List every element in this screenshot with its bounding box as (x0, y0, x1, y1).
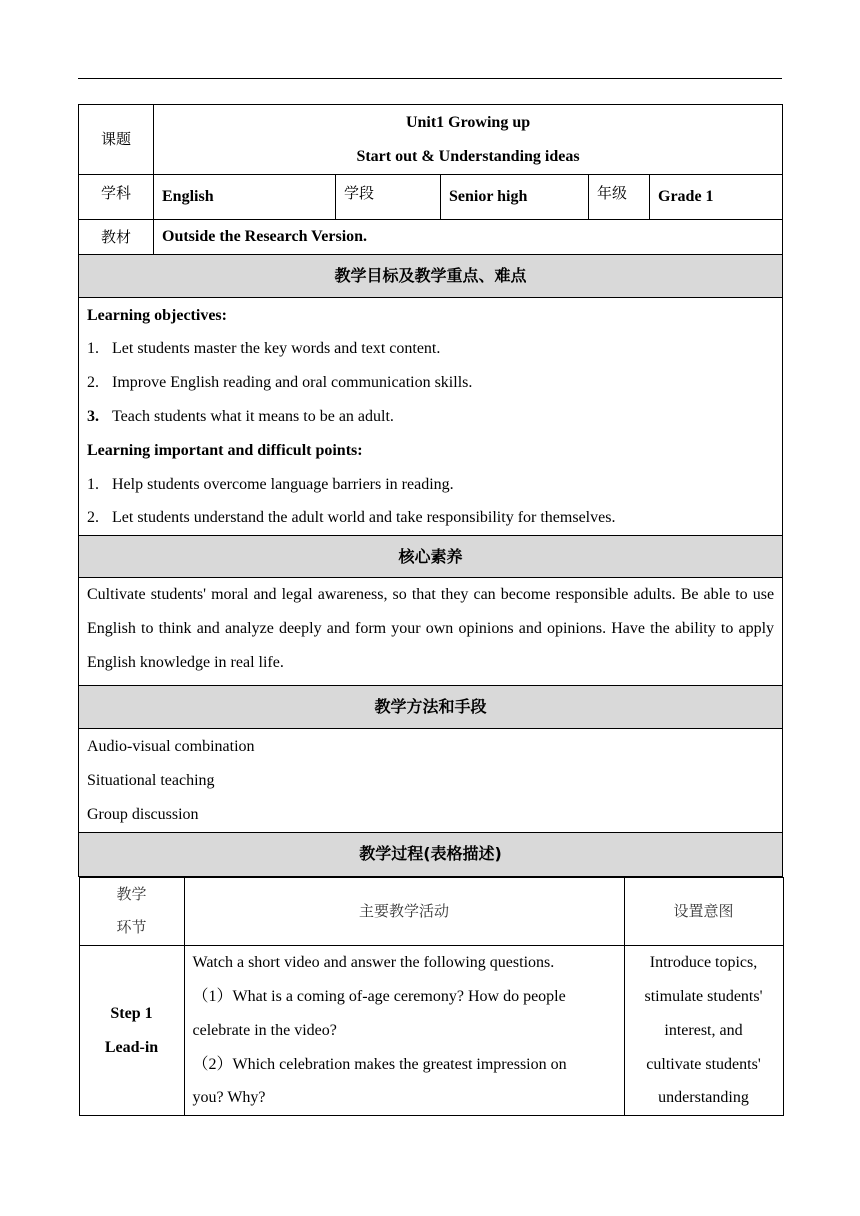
col-intent-header: 设置意图 (624, 877, 783, 946)
col-activity-header: 主要教学活动 (184, 877, 624, 946)
activity-line: celebrate in the video? (192, 1021, 337, 1039)
subject-label: 学科 (79, 174, 154, 219)
activity-line: Watch a short video and answer the following questions. (192, 954, 555, 972)
process-header-row (79, 877, 783, 946)
col-stage-header (79, 877, 184, 946)
process-cell (79, 876, 783, 1116)
methods-row (79, 729, 783, 832)
grade-value: Grade 1 (650, 174, 783, 219)
step1-label-line-2: Lead-in (104, 1038, 159, 1056)
topic-line-1: Unit1 Growing up (405, 114, 531, 131)
objectives-heading-row (79, 254, 783, 297)
key-points-list (87, 468, 774, 536)
item-text: Let students understand the adult world and take responsibility for themselves. (112, 509, 616, 527)
core-heading-row (79, 536, 783, 578)
item-number: 1. (87, 340, 99, 358)
intent-line: stimulate students' (644, 987, 763, 1005)
list-item (87, 400, 774, 434)
header-rule (78, 78, 782, 79)
process-row (79, 876, 783, 1116)
item-text: Teach students what it means to be an adult. (112, 407, 394, 425)
objectives-heading: 教学目标及教学重点、难点 (79, 254, 783, 297)
key-points-title: Learning important and difficult points: (87, 441, 363, 459)
learning-objectives-list (87, 332, 774, 433)
step1-label (79, 946, 184, 1116)
stage-value: Senior high (441, 174, 589, 219)
process-heading: 教学过程(表格描述) (79, 832, 783, 876)
method-item: Audio-visual combination (87, 738, 255, 756)
item-number: 2. (87, 374, 99, 392)
topic-row (79, 105, 783, 175)
step1-activity (184, 946, 624, 1116)
intent-line: understanding (658, 1089, 749, 1107)
list-item (87, 366, 774, 400)
objectives-row (79, 297, 783, 536)
activity-line: （1）What is a coming of-age ceremony? How do people (192, 987, 566, 1005)
list-item (87, 468, 774, 502)
textbook-label: 教材 (79, 219, 154, 254)
core-heading: 核心素养 (79, 536, 783, 578)
stage-label: 学段 (336, 174, 441, 219)
item-text: Help students overcome language barriers in reading. (112, 475, 454, 493)
subject-row (79, 174, 783, 219)
intent-line: interest, and (664, 1021, 743, 1039)
col-stage-line-1: 教学 (116, 884, 147, 903)
method-item: Situational teaching (87, 771, 215, 789)
objectives-cell (79, 297, 783, 536)
core-text: Cultivate students' moral and legal awareness, so that they can become responsible adults. Be able to use English to think and analyze deeply and form your own opinions and opinions. Have the ability to apply English knowledge in real life. (79, 578, 783, 686)
topic-value (154, 105, 783, 175)
lesson-plan-table (78, 104, 782, 1116)
grade-label: 年级 (589, 174, 650, 219)
intent-line: Introduce topics, (649, 954, 758, 972)
topic-line-2: Start out & Understanding ideas (356, 147, 580, 165)
list-item (87, 501, 774, 535)
method-item: Group discussion (87, 805, 199, 823)
item-number: 2. (87, 509, 99, 527)
intent-line: cultivate students' (646, 1055, 761, 1073)
item-number: 1. (87, 475, 99, 493)
learning-objectives-title: Learning objectives: (87, 306, 227, 324)
methods-heading: 教学方法和手段 (79, 686, 783, 729)
textbook-value: Outside the Research Version. (154, 219, 783, 254)
item-text: Improve English reading and oral communication skills. (112, 374, 473, 392)
item-text: Let students master the key words and text content. (112, 340, 441, 358)
item-number: 3. (87, 407, 99, 425)
process-table (79, 877, 784, 1117)
process-heading-row (79, 832, 783, 876)
step1-row (79, 946, 783, 1116)
step1-intent (624, 946, 783, 1116)
topic-label: 课题 (79, 105, 154, 175)
methods-cell (79, 729, 783, 832)
methods-heading-row (79, 686, 783, 729)
list-item (87, 332, 774, 366)
col-stage-line-2: 环节 (116, 918, 147, 937)
subject-value: English (154, 174, 336, 219)
activity-line: （2）Which celebration makes the greatest impression on (192, 1055, 567, 1073)
core-row (79, 578, 783, 686)
activity-line: you? Why? (192, 1089, 266, 1107)
textbook-row (79, 219, 783, 254)
step1-label-line-1: Step 1 (110, 1004, 153, 1022)
